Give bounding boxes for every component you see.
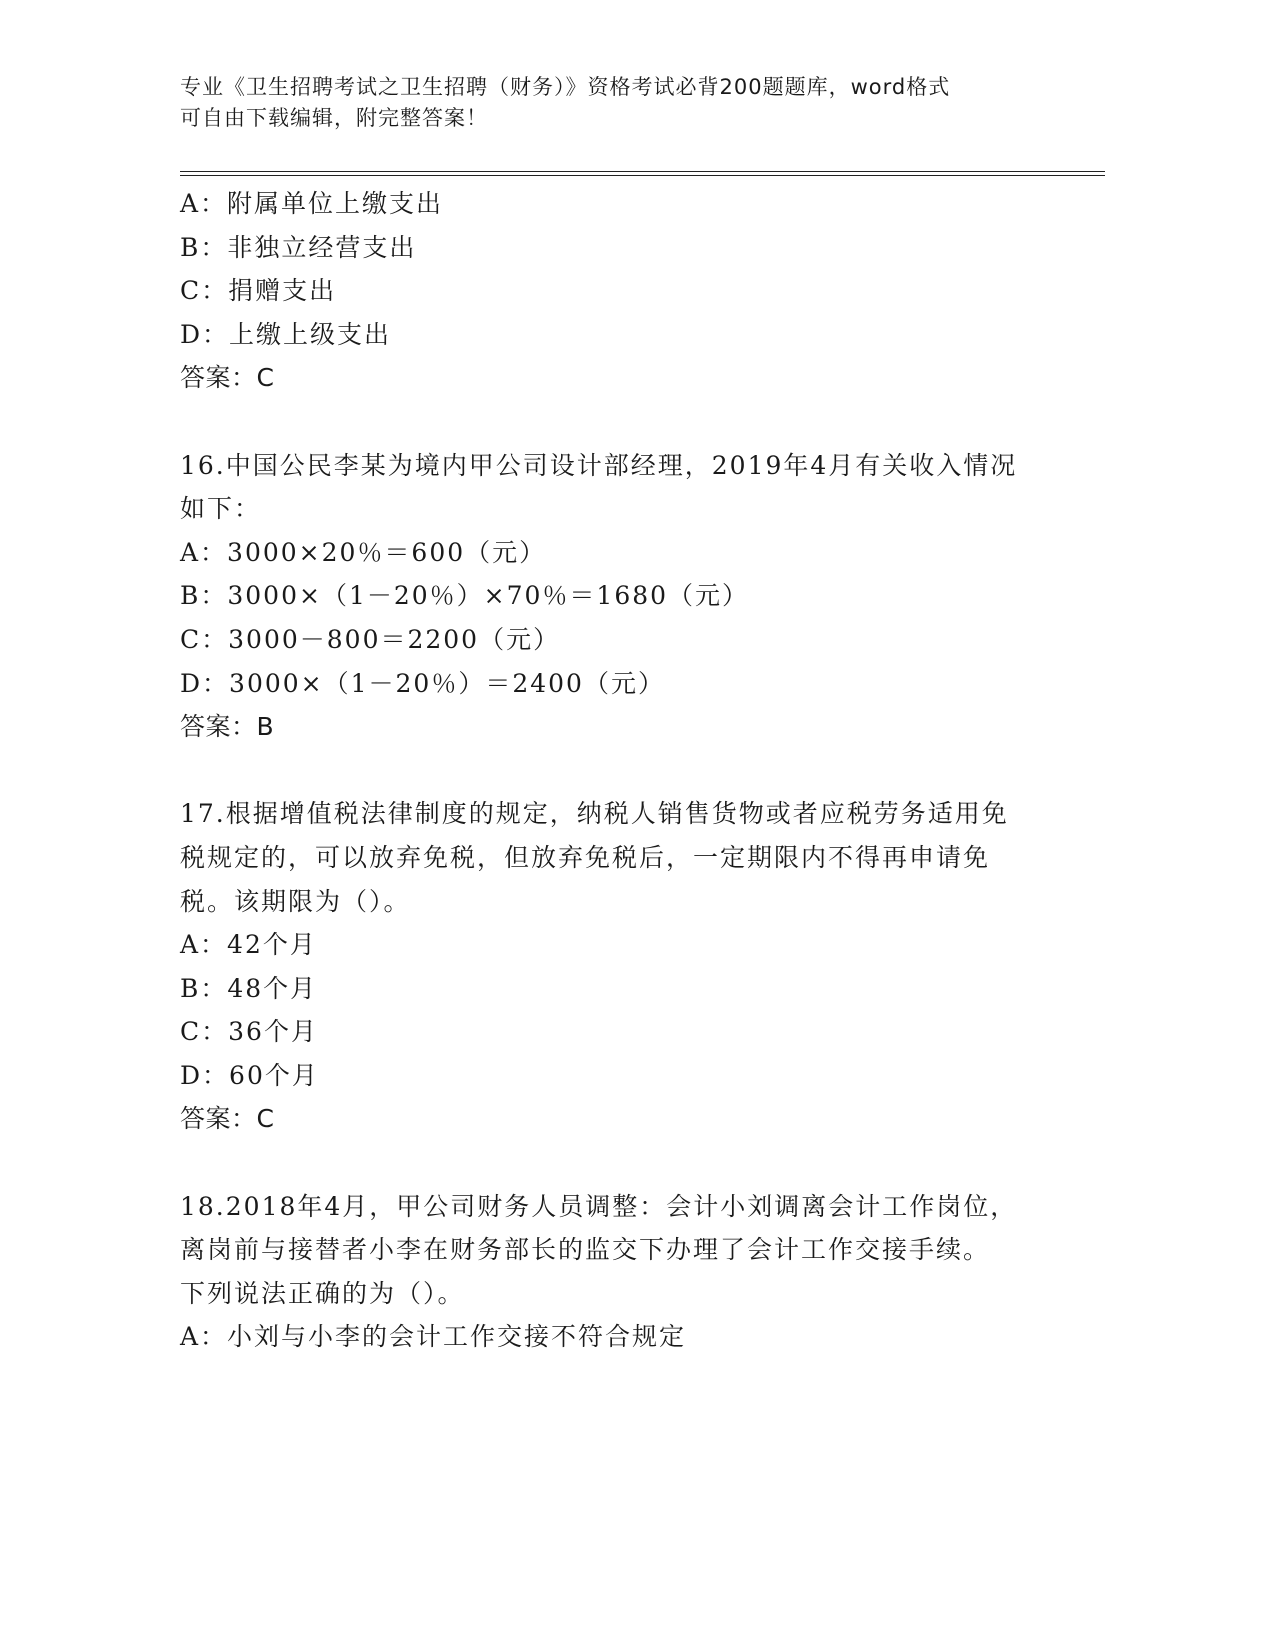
q17-option-b: B：48个月 [180, 973, 318, 1003]
q17-option-a: A：42个月 [180, 930, 317, 960]
question-16 [180, 444, 1080, 749]
q18-stem-line-3: 下列说法正确的为（）。 [180, 1278, 465, 1308]
question-15 [180, 182, 1080, 400]
header-line-1: 专业《卫生招聘考试之卫生招聘（财务）》资格考试必背200题题库，word格式 [180, 75, 951, 99]
q15-answer: 答案：C [180, 363, 275, 393]
q17-stem-line-2: 税规定的，可以放弃免税，但放弃免税后，一定期限内不得再申请免 [180, 842, 991, 872]
header-line-2: 可自由下载编辑，附完整答案！ [180, 106, 488, 130]
q15-option-d: D：上缴上级支出 [180, 319, 392, 349]
spacer [180, 1141, 1080, 1185]
q18-stem-line-1: 18.2018年4月，甲公司财务人员调整：会计小刘调离会计工作岗位， [180, 1191, 1018, 1221]
q17-stem-line-1: 17.根据增值税法律制度的规定，纳税人销售货物或者应税劳务适用免 [180, 799, 1009, 829]
q16-stem-line-1: 16.中国公民李某为境内甲公司设计部经理，2019年4月有关收入情况 [180, 450, 1018, 480]
q16-option-c: C：3000－800＝2200（元） [180, 624, 561, 654]
spacer [180, 749, 1080, 793]
question-18 [180, 1185, 1080, 1359]
q16-option-b: B：3000×（1－20％）×70％＝1680（元） [180, 581, 750, 611]
q17-answer: 答案：C [180, 1104, 275, 1134]
q18-option-a: A：小刘与小李的会计工作交接不符合规定 [180, 1322, 687, 1352]
q16-answer: 答案：B [180, 712, 275, 742]
q15-option-a: A：附属单位上缴支出 [180, 189, 444, 218]
q18-stem-line-2: 离岗前与接替者小李在财务部长的监交下办理了会计工作交接手续。 [180, 1235, 991, 1265]
question-list [180, 182, 1080, 1359]
q16-option-a: A：3000×20％＝600（元） [180, 537, 547, 567]
q17-option-d: D：60个月 [180, 1060, 319, 1090]
q17-stem-line-3: 税。该期限为（）。 [180, 886, 411, 916]
question-17 [180, 792, 1080, 1141]
header-double-rule [180, 171, 1105, 176]
q16-stem-line-2: 如下： [180, 494, 262, 524]
q15-option-b: B：非独立经营支出 [180, 232, 417, 262]
spacer [180, 400, 1080, 444]
document-header [180, 72, 1060, 134]
q17-option-c: C：36个月 [180, 1017, 318, 1047]
q15-option-c: C：捐赠支出 [180, 276, 337, 306]
q16-option-d: D：3000×（1－20％）＝2400（元） [180, 668, 665, 698]
